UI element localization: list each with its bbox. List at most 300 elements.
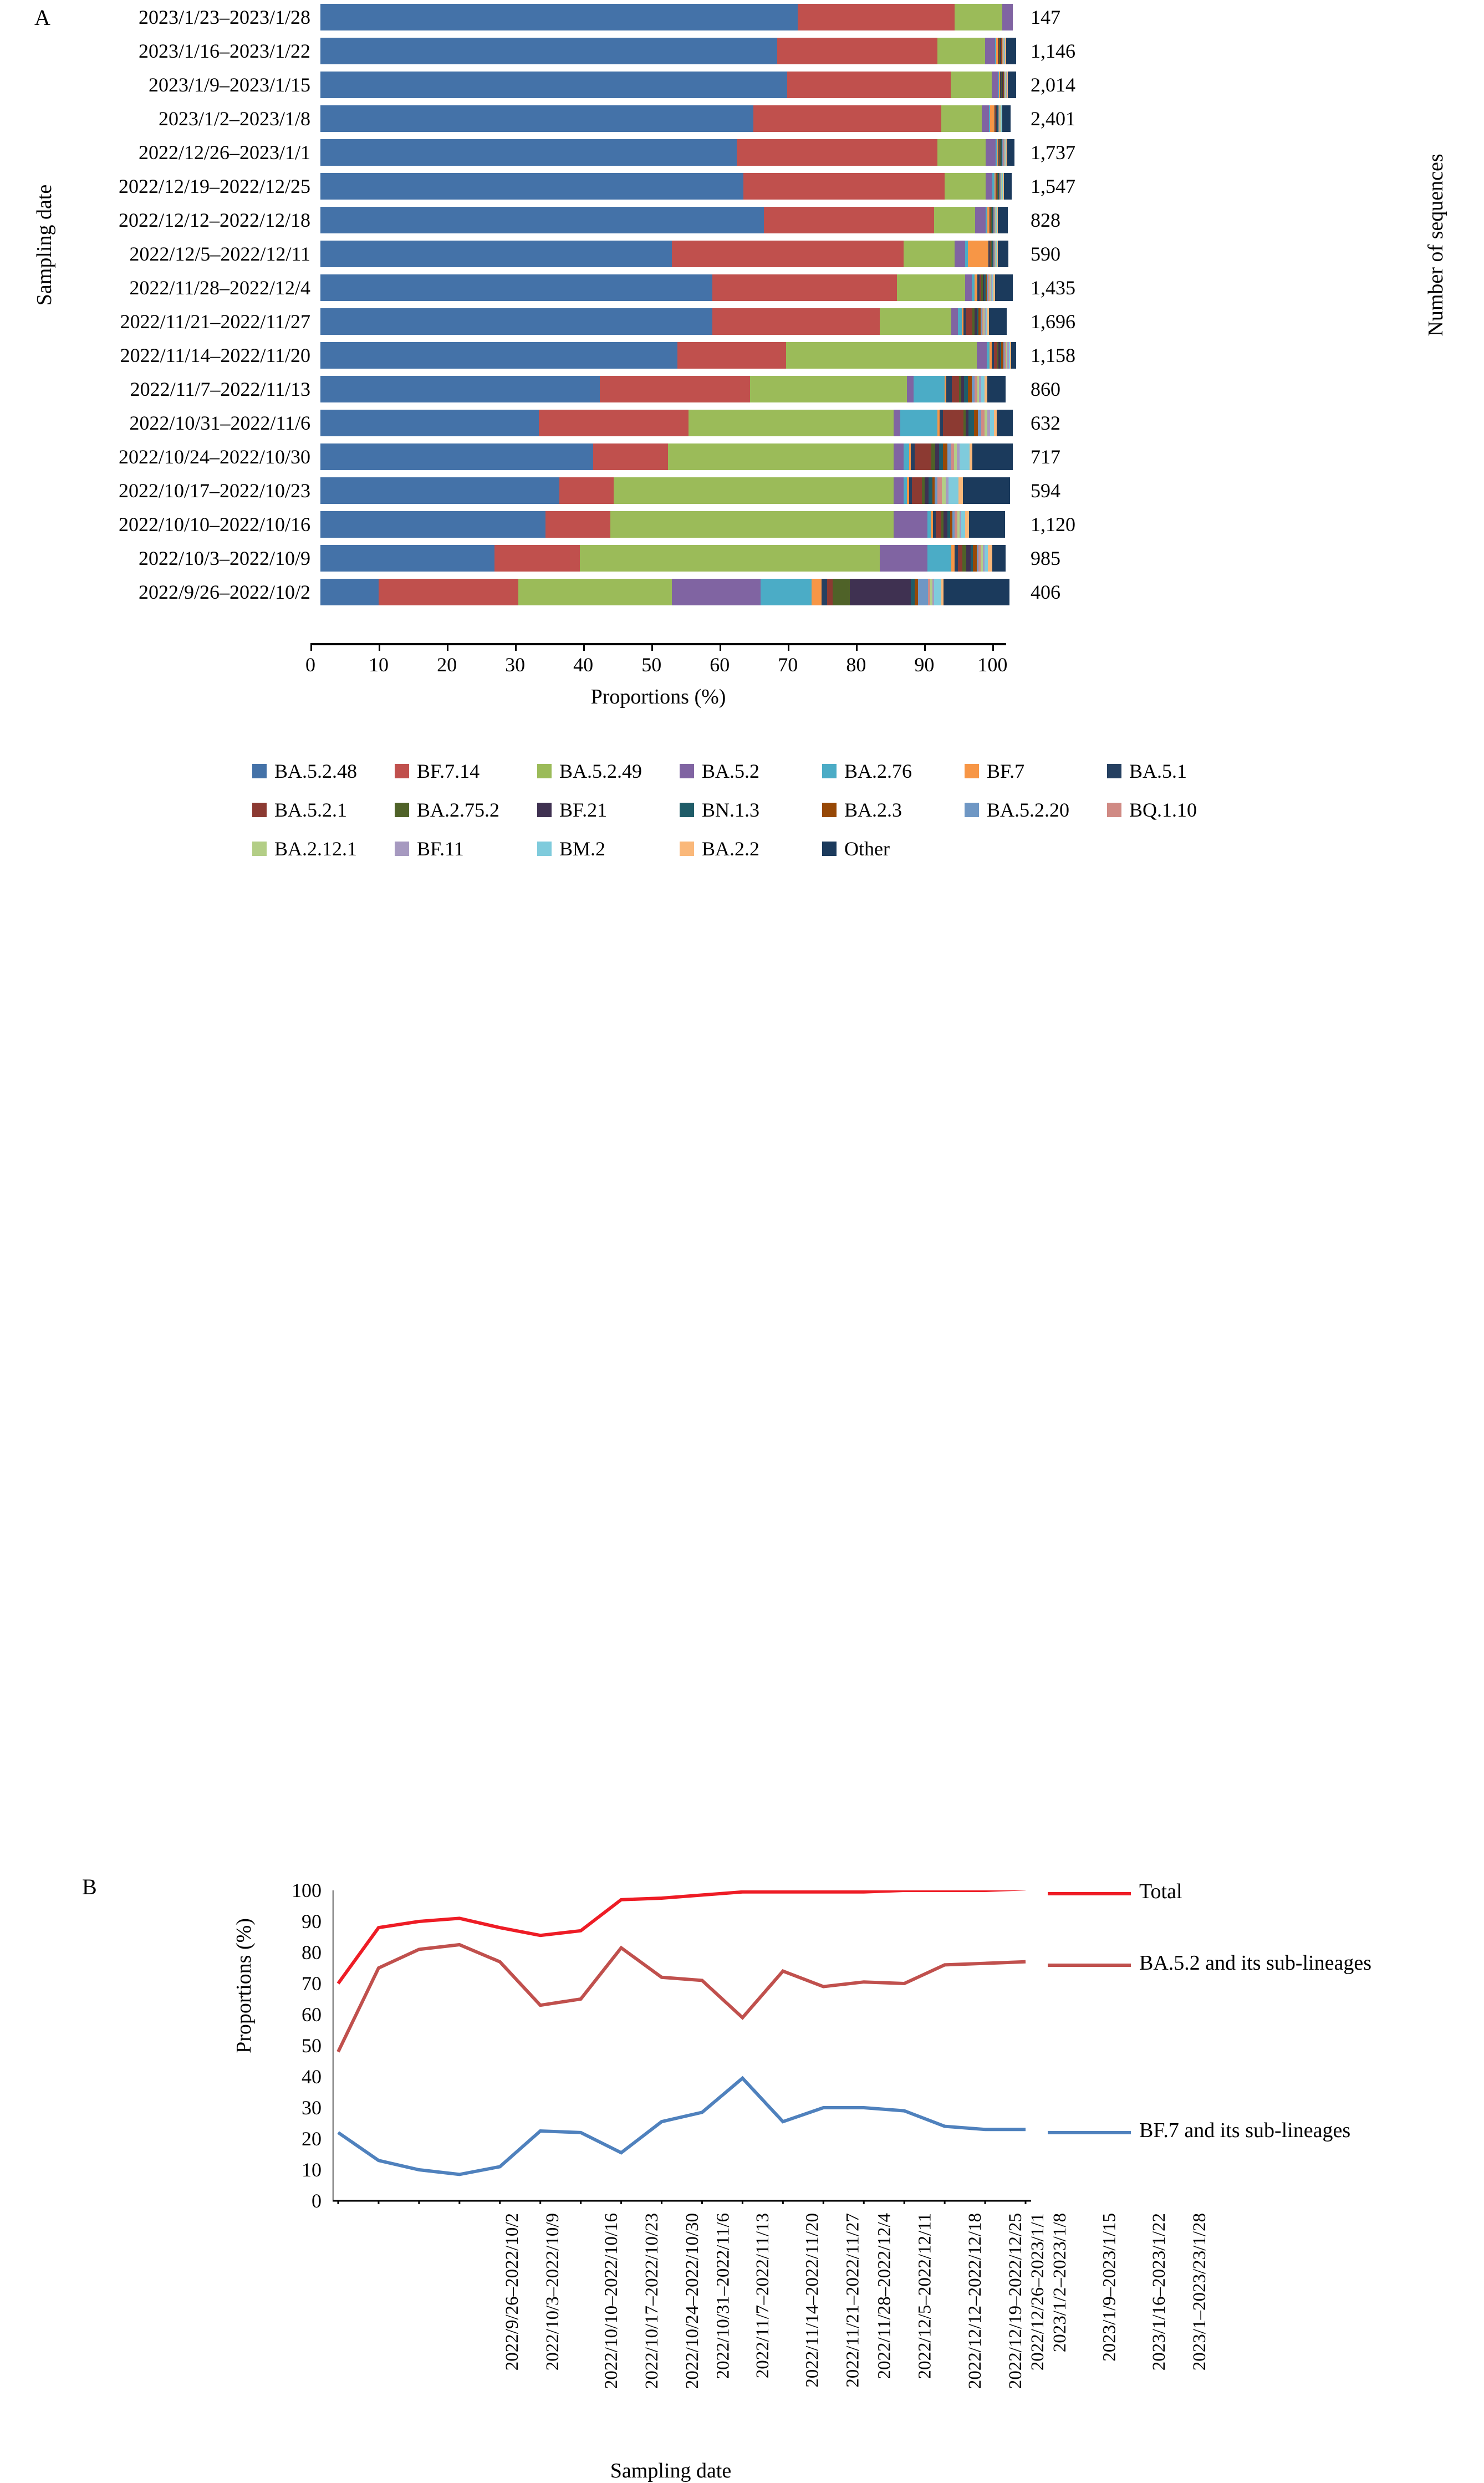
bar-row-label: 2022/11/28–2022/12/4 — [129, 276, 310, 299]
panel-b-legend-label: Total — [1139, 1880, 1182, 1903]
x-axis-tick-label: 80 — [846, 654, 866, 676]
bar-segment-ba-5-2 — [880, 545, 927, 572]
bar-row — [67, 237, 1342, 271]
bar-segment-bf-21 — [925, 477, 929, 504]
legend-swatch-icon — [965, 764, 979, 778]
bar-segment-other — [987, 376, 1006, 402]
panel-b-line-chart — [0, 931, 1484, 2482]
panel-b-x-tick-label: 2022/11/21–2022/11/27 — [843, 2213, 863, 2388]
bar-row-label: 2022/11/14–2022/11/20 — [120, 344, 310, 366]
x-axis-tick-label: 30 — [505, 654, 526, 676]
bar-row-label: 2022/12/19–2022/12/25 — [118, 175, 310, 197]
bar-row — [67, 440, 1342, 473]
bar-segment-bf-7-14 — [559, 477, 614, 504]
panel-b-x-tick-label: 2022/11/14–2022/11/20 — [802, 2213, 823, 2388]
legend-item — [680, 759, 822, 783]
bar-row-label: 2022/10/3–2022/10/9 — [138, 547, 310, 569]
legend-swatch-icon — [822, 764, 837, 778]
bar-segment-ba-5-2 — [986, 173, 992, 200]
bar-segment-ba-5-2-48 — [320, 545, 494, 572]
panel-b-y-tick-label: 30 — [302, 2097, 322, 2119]
bar-row — [67, 473, 1342, 507]
x-axis-tick-label: 10 — [369, 654, 389, 676]
bar-segment-other — [963, 477, 1010, 504]
bar-segment-bf-7-14 — [753, 105, 941, 132]
panel-b-y-axis-label: Proportions (%) — [232, 1918, 256, 2053]
bar-segment-ba-5-2-1 — [943, 410, 963, 436]
stacked-bar — [320, 105, 1016, 132]
bar-segment-ba-2-3 — [974, 410, 978, 436]
bar-row-count: 594 — [1031, 479, 1060, 502]
bar-segment-ba-5-2-48 — [320, 207, 764, 233]
panel-b-y-tick-label: 20 — [302, 2128, 322, 2150]
bar-track — [320, 443, 1016, 470]
bar-segment-ba-2-2 — [965, 511, 969, 538]
panel-b-x-tick-label: 2022/10/17–2022/10/23 — [642, 2213, 662, 2389]
bar-segment-bf-7-14 — [712, 274, 896, 301]
bar-row-label: 2023/1/2–2023/1/8 — [158, 107, 310, 130]
bar-row-label: 2022/9/26–2022/10/2 — [138, 580, 310, 603]
line-series-total — [338, 1890, 1026, 1984]
panel-a-y-axis-label: Sampling date — [33, 184, 56, 306]
legend-item — [680, 837, 822, 860]
bar-row-count: 1,435 — [1031, 276, 1075, 299]
bar-row-label: 2022/12/26–2023/1/1 — [138, 141, 310, 164]
stacked-bar — [320, 545, 1016, 572]
x-axis-tick — [720, 643, 721, 651]
bar-track — [320, 4, 1016, 30]
stacked-bar — [320, 342, 1016, 369]
bar-segment-bf-7-14 — [677, 342, 786, 369]
bar-track — [320, 274, 1016, 301]
bar-segment-other — [969, 511, 1005, 538]
legend-item-label: BA.2.76 — [844, 760, 912, 782]
bar-segment-ba-5-2-1 — [966, 308, 972, 335]
bar-segment-ba-5-2-1 — [827, 579, 833, 605]
bar-segment-ba-2-2 — [958, 477, 962, 504]
x-axis-tick — [651, 643, 653, 651]
panel-b-legend-line-icon — [1048, 1964, 1131, 1967]
bar-row — [67, 338, 1342, 372]
legend-item-label: BA.5.2.48 — [274, 760, 358, 782]
x-axis-tick — [924, 643, 926, 651]
legend-swatch-icon — [537, 764, 552, 778]
bar-segment-bn-1-3 — [968, 410, 974, 436]
bar-row-count: 828 — [1031, 208, 1060, 231]
bar-segment-ba-5-2-48 — [320, 72, 787, 98]
panel-b-x-tick-label: 2022/12/19–2022/12/25 — [1006, 2213, 1026, 2389]
bar-segment-ba-5-2-1 — [952, 376, 958, 402]
bar-row-label: 2022/10/31–2022/11/6 — [129, 411, 310, 434]
bar-segment-ba-2-76 — [914, 376, 944, 402]
bar-segment-ba-5-2 — [672, 579, 761, 605]
legend-item — [822, 837, 965, 860]
bar-segment-ba-5-2-48 — [320, 342, 677, 369]
legend-item-label: BA.5.2.1 — [274, 799, 348, 821]
bar-segment-ba-2-75-2 — [962, 545, 966, 572]
bar-row — [67, 372, 1342, 406]
bar-segment-ba-5-2-49 — [904, 241, 955, 267]
bar-segment-bf-7-14 — [712, 308, 879, 335]
bar-segment-ba-5-2-48 — [320, 38, 777, 64]
panel-b-x-tick-label: 2023/1–2023/23/1/28 — [1190, 2213, 1210, 2371]
bar-track — [320, 579, 1016, 605]
legend-swatch-icon — [395, 803, 409, 817]
bar-row — [67, 34, 1342, 68]
bar-segment-ba-5-2-49 — [750, 376, 907, 402]
bar-segment-ba-5-2-49 — [610, 511, 894, 538]
legend-item-label: BA.2.12.1 — [274, 838, 358, 860]
panel-a-letter: A — [34, 5, 50, 30]
bar-segment-ba-2-76 — [927, 545, 951, 572]
bar-segment-ba-5-2-49 — [518, 579, 672, 605]
bar-row-count: 1,737 — [1031, 141, 1075, 164]
bar-row-count: 147 — [1031, 6, 1060, 28]
bar-segment-ba-5-2 — [894, 511, 928, 538]
legend-item-label: Other — [844, 838, 890, 860]
bar-segment-ba-2-2 — [988, 545, 992, 572]
bar-segment-other — [989, 308, 1007, 335]
bar-row-label: 2023/1/16–2023/1/22 — [138, 39, 310, 62]
bar-row — [67, 203, 1342, 237]
bar-row — [67, 406, 1342, 440]
bar-row — [67, 271, 1342, 304]
panel-b-y-tick-label: 90 — [302, 1910, 322, 1933]
bar-segment-ba-2-12-1 — [942, 477, 946, 504]
legend-item-label: BF.7 — [987, 760, 1025, 782]
panel-a-legend — [252, 759, 1250, 876]
bar-segment-ba-5-1 — [946, 376, 952, 402]
panel-b-x-tick-label: 2022/10/24–2022/10/30 — [682, 2213, 702, 2389]
legend-item — [395, 759, 537, 783]
bar-segment-ba-5-2-49 — [937, 139, 985, 166]
panel-b-y-tick-label: 0 — [312, 2190, 322, 2212]
stacked-bar — [320, 443, 1016, 470]
bar-track — [320, 72, 1016, 98]
bar-segment-other — [972, 443, 1013, 470]
bar-row — [67, 68, 1342, 101]
bar-row-count: 632 — [1031, 411, 1060, 434]
x-axis-tick — [992, 643, 994, 651]
stacked-bar — [320, 4, 1016, 30]
legend-item — [822, 798, 965, 822]
legend-item-label: BA.5.2.20 — [987, 799, 1070, 821]
bar-track — [320, 308, 1016, 335]
legend-item-label: BA.2.3 — [844, 799, 902, 821]
legend-item — [1107, 759, 1250, 783]
bar-segment-other — [998, 241, 1009, 267]
bar-segment-bf-7-14 — [593, 443, 668, 470]
bar-segment-ba-5-2 — [951, 308, 958, 335]
x-axis-tick — [788, 643, 789, 651]
bar-segment-ba-5-2-49 — [668, 443, 893, 470]
bar-segment-other — [1006, 38, 1016, 64]
legend-swatch-icon — [965, 803, 979, 817]
legend-item-label: BF.21 — [559, 799, 608, 821]
bar-track — [320, 342, 1016, 369]
bar-track — [320, 173, 1016, 200]
bar-segment-ba-5-2 — [894, 443, 904, 470]
stacked-bar — [320, 308, 1016, 335]
x-axis-tick — [447, 643, 448, 651]
panel-a-bar-rows — [67, 0, 1342, 609]
x-axis-tick — [515, 643, 517, 651]
panel-a-x-axis — [305, 643, 1008, 676]
bar-segment-bf-7-14 — [600, 376, 750, 402]
bar-segment-bm-2 — [934, 579, 941, 605]
bar-track — [320, 139, 1016, 166]
bar-segment-ba-5-2-20 — [918, 579, 928, 605]
stacked-bar — [320, 376, 1016, 402]
bar-segment-ba-5-2-49 — [934, 207, 975, 233]
panel-b-x-tick-label: 2022/10/3–2022/10/9 — [543, 2213, 563, 2371]
x-axis-tick — [379, 643, 380, 651]
legend-item — [965, 759, 1107, 783]
bar-segment-ba-5-2-49 — [941, 105, 982, 132]
bar-segment-ba-5-2-49 — [951, 72, 992, 98]
legend-item-label: BN.1.3 — [702, 799, 760, 821]
bar-segment-ba-5-2 — [982, 105, 988, 132]
panel-a-secondary-y-axis-label: Number of sequences — [1424, 154, 1447, 336]
bar-segment-bf-7-14 — [798, 4, 955, 30]
line-series-bf-7-and-its-sub-lineages — [338, 2078, 1026, 2175]
panel-b-x-tick-label: 2022/10/31–2022/11/6 — [713, 2213, 733, 2379]
bar-segment-bm-2 — [990, 410, 994, 436]
bar-segment-bf-7-14 — [787, 72, 951, 98]
stacked-bar — [320, 72, 1016, 98]
legend-row — [252, 798, 1250, 822]
bar-segment-other — [992, 545, 1006, 572]
bar-row-label: 2022/11/21–2022/11/27 — [120, 310, 310, 333]
bar-row-count: 860 — [1031, 378, 1060, 400]
legend-item — [965, 798, 1107, 822]
panel-b-y-tick-label: 40 — [302, 2066, 322, 2088]
bar-segment-bf-7-14 — [777, 38, 937, 64]
bar-row-count: 1,146 — [1031, 39, 1075, 62]
bar-segment-ba-5-2-48 — [320, 376, 600, 402]
bar-row-label: 2023/1/23–2023/1/28 — [138, 6, 310, 28]
bar-segment-ba-5-2-49 — [580, 545, 880, 572]
bar-segment-ba-5-2-48 — [320, 139, 737, 166]
panel-b-y-tick-label: 70 — [302, 1972, 322, 1995]
panel-b-letter: B — [82, 1874, 97, 1899]
legend-swatch-icon — [822, 803, 837, 817]
stacked-bar — [320, 511, 1016, 538]
bar-segment-bf-7-14 — [545, 511, 610, 538]
bar-segment-ba-5-2 — [975, 207, 985, 233]
panel-b-x-tick-label: 2022/10/10–2022/10/16 — [601, 2213, 622, 2389]
bar-track — [320, 545, 1016, 572]
bar-segment-ba-5-2-1 — [936, 511, 941, 538]
legend-item — [1107, 798, 1250, 822]
stacked-bar — [320, 173, 1016, 200]
stacked-bar — [320, 579, 1016, 605]
legend-swatch-icon — [252, 803, 267, 817]
legend-swatch-icon — [537, 803, 552, 817]
x-axis-tick-label: 70 — [778, 654, 798, 676]
legend-swatch-icon — [252, 842, 267, 856]
bar-segment-ba-5-2-48 — [320, 274, 712, 301]
panel-b-x-tick-label: 2023/1/9–2023/1/15 — [1099, 2213, 1120, 2362]
x-axis-tick-label: 20 — [437, 654, 457, 676]
bar-segment-ba-5-2-48 — [320, 410, 539, 436]
bar-segment-other — [1002, 105, 1011, 132]
bar-segment-ba-5-2-49 — [786, 342, 977, 369]
legend-swatch-icon — [680, 764, 694, 778]
stacked-bar — [320, 207, 1016, 233]
legend-item-label: BA.2.2 — [702, 838, 760, 860]
bar-segment-ba-5-2 — [985, 38, 995, 64]
bar-segment-bf-7 — [968, 241, 988, 267]
x-axis-tick-label: 60 — [710, 654, 730, 676]
panel-b-x-tick-label: 2022/12/26–2023/1/1 — [1028, 2213, 1048, 2371]
bar-segment-ba-5-2-1 — [915, 443, 932, 470]
bar-row — [67, 169, 1342, 203]
legend-item — [252, 798, 395, 822]
x-axis-tick — [310, 643, 312, 651]
x-axis-tick — [583, 643, 585, 651]
bar-row — [67, 101, 1342, 135]
panel-b-x-axis-label: Sampling date — [610, 2459, 732, 2482]
bar-segment-ba-5-2-49 — [689, 410, 893, 436]
panel-a-stacked-bar-chart — [0, 0, 1484, 737]
panel-b-x-tick-label: 2022/9/26–2022/10/2 — [502, 2213, 523, 2371]
legend-item — [680, 798, 822, 822]
bar-row — [67, 304, 1342, 338]
bar-segment-bm-2 — [948, 477, 958, 504]
legend-swatch-icon — [252, 764, 267, 778]
bar-segment-other — [1008, 72, 1016, 98]
panel-b-y-tick-label: 100 — [292, 1879, 322, 1901]
bar-segment-bm-2 — [960, 443, 970, 470]
bar-segment-ba-5-2-48 — [320, 511, 545, 538]
bar-track — [320, 105, 1016, 132]
bar-row-label: 2022/11/7–2022/11/13 — [130, 378, 310, 400]
legend-item-label: BA.5.1 — [1129, 760, 1187, 782]
bar-row-count: 590 — [1031, 242, 1060, 265]
panel-b-y-tick-label: 60 — [302, 2003, 322, 2026]
bar-segment-ba-5-2 — [965, 274, 972, 301]
bar-segment-other — [998, 207, 1008, 233]
panel-b-legend-line-icon — [1048, 2131, 1131, 2134]
panel-b-svg — [333, 1890, 1031, 2204]
bar-segment-ba-2-75-2 — [833, 579, 850, 605]
bar-row-label: 2022/10/10–2022/10/16 — [118, 513, 310, 536]
bar-row-count: 2,014 — [1031, 73, 1075, 96]
bar-segment-ba-5-2 — [894, 410, 900, 436]
panel-b-legend-label: BF.7 and its sub-lineages — [1139, 2119, 1351, 2143]
bar-row — [67, 135, 1342, 169]
panel-b-x-tick-label: 2022/12/5–2022/12/11 — [915, 2213, 935, 2379]
stacked-bar — [320, 274, 1016, 301]
bar-segment-ba-5-2-48 — [320, 105, 753, 132]
bar-track — [320, 207, 1016, 233]
legend-swatch-icon — [680, 842, 694, 856]
panel-b-y-tick-label: 10 — [302, 2159, 322, 2181]
bar-track — [320, 241, 1016, 267]
bar-segment-bq-1-10 — [937, 477, 941, 504]
bar-track — [320, 511, 1016, 538]
bar-segment-ba-5-2 — [894, 477, 904, 504]
stacked-bar — [320, 477, 1016, 504]
bar-segment-bf-7-14 — [737, 139, 938, 166]
bar-segment-other — [944, 579, 1009, 605]
bar-row-label: 2022/10/17–2022/10/23 — [118, 479, 310, 502]
legend-row — [252, 837, 1250, 860]
bar-segment-ba-5-2-49 — [955, 4, 1002, 30]
bar-segment-ba-5-2-49 — [945, 173, 986, 200]
bar-row-label: 2022/12/5–2022/12/11 — [129, 242, 310, 265]
bar-segment-ba-5-2 — [955, 241, 965, 267]
bar-segment-other — [1004, 173, 1012, 200]
bar-track — [320, 477, 1016, 504]
legend-item — [537, 837, 680, 860]
bar-segment-other — [1007, 139, 1015, 166]
bar-track — [320, 38, 1016, 64]
panel-b-legend-label: BA.5.2 and its sub-lineages — [1139, 1951, 1372, 1975]
legend-item — [395, 798, 537, 822]
legend-item-label: BF.7.14 — [417, 760, 480, 782]
legend-swatch-icon — [822, 842, 837, 856]
bar-segment-ba-5-2 — [907, 376, 914, 402]
x-axis-tick-label: 0 — [305, 654, 315, 676]
x-axis-tick-label: 40 — [573, 654, 594, 676]
legend-swatch-icon — [395, 764, 409, 778]
bar-segment-ba-5-2-49 — [937, 38, 985, 64]
bar-segment-bf-21 — [935, 443, 939, 470]
bar-segment-other — [997, 410, 1012, 436]
legend-item-label: BA.2.75.2 — [417, 799, 500, 821]
legend-item-label: BA.5.2 — [702, 760, 760, 782]
bar-segment-ba-5-1 — [822, 579, 827, 605]
panel-a-x-axis-label: Proportions (%) — [590, 685, 726, 708]
panel-b-x-tick-label: 2023/1/2–2023/1/8 — [1050, 2213, 1070, 2353]
bar-row-label: 2022/10/24–2022/10/30 — [118, 445, 310, 468]
bar-segment-ba-5-2 — [986, 139, 996, 166]
bar-segment-ba-2-3 — [968, 376, 972, 402]
bar-track — [320, 376, 1016, 402]
legend-item — [252, 759, 395, 783]
bar-segment-ba-5-2 — [1002, 4, 1012, 30]
bar-segment-ba-5-2-48 — [320, 443, 593, 470]
x-axis-tick — [856, 643, 858, 651]
bar-segment-ba-5-2-49 — [897, 274, 965, 301]
panel-b-y-tick-label: 50 — [302, 2035, 322, 2057]
bar-segment-ba-5-2-48 — [320, 308, 712, 335]
legend-item-label: BM.2 — [559, 838, 606, 860]
bar-segment-bf-7 — [990, 105, 994, 132]
bar-segment-bf-7-14 — [743, 173, 945, 200]
bar-segment-ba-5-2-48 — [320, 477, 559, 504]
bar-segment-ba-5-2-48 — [320, 173, 743, 200]
panel-b-plot-area — [292, 1879, 1372, 2389]
bar-segment-bf-7-14 — [539, 410, 689, 436]
stacked-bar — [320, 139, 1016, 166]
bar-segment-bf-21 — [966, 545, 970, 572]
bar-row-count: 985 — [1031, 547, 1060, 569]
legend-row — [252, 759, 1250, 783]
bar-segment-bf-7 — [812, 579, 822, 605]
bar-track — [320, 410, 1016, 436]
x-axis-tick-label: 50 — [641, 654, 662, 676]
panel-b-x-tick-label: 2022/11/7–2022/11/13 — [752, 2213, 773, 2379]
bar-segment-bf-7-14 — [379, 579, 518, 605]
bar-segment-other — [995, 274, 1013, 301]
bar-segment-ba-5-2-1 — [912, 477, 922, 504]
bar-row-count: 1,547 — [1031, 175, 1075, 197]
x-axis-tick-label: 90 — [914, 654, 935, 676]
bar-row-label: 2023/1/9–2023/1/15 — [148, 73, 310, 96]
